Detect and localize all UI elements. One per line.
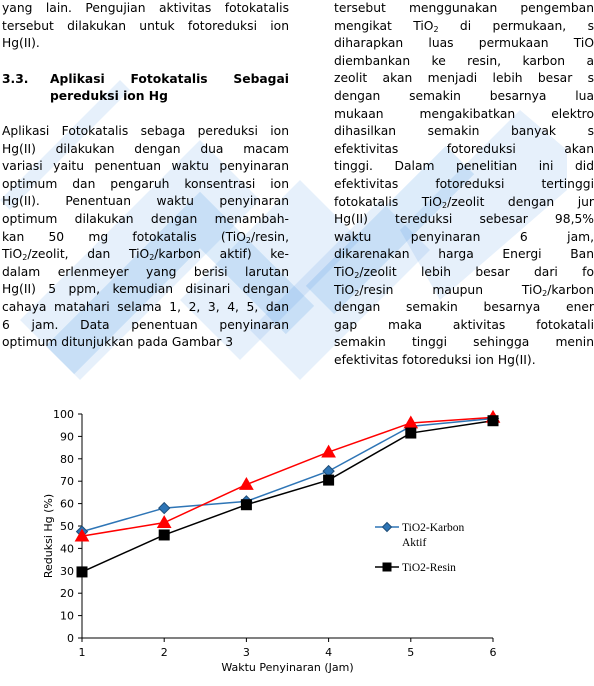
text-line: optimum dilakukan dengan menambah- xyxy=(2,211,289,226)
legend-label-resin: TiO2-Resin xyxy=(402,562,456,574)
data-point-square xyxy=(488,415,499,426)
y-axis-label: Reduksi Hg (%) xyxy=(42,493,55,579)
section-number: 3.3. xyxy=(2,71,29,86)
text-line: Hg(II) dilakukan dengan dua macam xyxy=(2,141,289,156)
section-heading xyxy=(2,71,289,106)
text-line: dihasilkan semakin banyak s xyxy=(334,124,594,139)
data-point-square xyxy=(405,428,416,439)
y-tick-label: 10 xyxy=(60,609,74,623)
text-line: waktu penyinaran 6 jam, xyxy=(334,229,594,244)
data-point-square xyxy=(241,499,252,510)
data-point-square xyxy=(383,563,392,572)
text-line: 6 jam. Data penentuan penyinaran xyxy=(2,317,289,332)
text-line: mukaan mengakibatkan elektro xyxy=(334,106,594,121)
x-tick-label: 3 xyxy=(242,646,250,659)
text-line: efektivitas fotoreduksi tertinggi xyxy=(334,176,594,191)
legend-label-karbon-1: TiO2-Karbon xyxy=(402,522,465,534)
text-line: dikarenakan harga Energi Ban xyxy=(334,247,594,262)
text-line: diharapkan luas permukaan TiO xyxy=(334,36,594,51)
series-line xyxy=(82,418,493,531)
y-tick-label: 30 xyxy=(60,564,74,578)
left-text-column xyxy=(2,0,289,352)
y-tick-label: 70 xyxy=(60,475,74,489)
reduction-chart xyxy=(0,390,567,686)
x-tick-label: 2 xyxy=(160,646,168,659)
y-tick-label: 90 xyxy=(60,430,74,444)
data-point-square xyxy=(77,566,88,577)
y-tick-label: 40 xyxy=(60,542,74,556)
text-line: TiO$_2$/zeolit, dan TiO$_2$/karbon aktif) ke- xyxy=(2,247,289,263)
paragraph-intro: yang lain. Pengujian aktivitas fotokatalis tersebut dilakukan untuk fotoreduksi ion Hg(II). xyxy=(2,1,289,51)
data-point-diamond xyxy=(159,503,170,514)
text-line: tersebut menggunakan pengemban xyxy=(334,1,594,15)
x-tick-label: 4 xyxy=(325,646,333,659)
text-line: kan 50 mg fotokatalis (TiO$_2$/resin, xyxy=(2,229,289,245)
text-line: efektivitas fotoreduksi akan xyxy=(334,141,594,156)
text-line: zeolit akan menjadi lebih besar s xyxy=(334,71,594,86)
text-line: semakin tinggi sehingga menin xyxy=(334,335,594,350)
data-point-triangle xyxy=(158,516,171,527)
data-point-triangle xyxy=(240,478,253,489)
data-point-square xyxy=(159,529,170,540)
series-line xyxy=(82,417,493,536)
y-tick-label: 20 xyxy=(60,587,74,601)
text-line: Hg(II) 5 ppm, kemudian disinari dengan xyxy=(2,282,289,297)
text-line: cahaya matahari selama 1, 2, 3, 4, 5, dan xyxy=(2,299,289,314)
x-tick-label: 6 xyxy=(489,646,497,659)
text-line: optimum dan pengaruh konsentrasi ion xyxy=(2,176,289,191)
text-line: Hg(II) tereduksi sebesar 98,5% xyxy=(334,212,594,227)
y-tick-label: 60 xyxy=(60,497,74,511)
y-tick-label: 50 xyxy=(60,520,74,533)
text-line: gap maka aktivitas fotokatali xyxy=(334,317,594,332)
chart-legend xyxy=(375,522,464,574)
data-point-triangle xyxy=(322,446,335,457)
right-text-column xyxy=(334,0,594,369)
text-line: Aplikasi Fotokatalis sebaga pereduksi ion xyxy=(2,123,289,138)
y-tick-label: 100 xyxy=(53,408,74,421)
text-line: tinggi. Dalam penelitian ini did xyxy=(334,159,594,174)
data-point-diamond xyxy=(383,523,392,532)
text-line: TiO$_2$/zeolit lebih besar dari fo xyxy=(334,264,594,280)
legend-label-karbon-2: Aktif xyxy=(402,537,427,549)
text-line: mengikat TiO$_2$ di permukaan, s xyxy=(334,18,594,34)
series-line xyxy=(82,421,493,572)
text-line: efektivitas fotoreduksi ion Hg(II). xyxy=(334,352,536,367)
y-tick-label: 0 xyxy=(67,632,74,645)
x-axis-label: Waktu Penyinaran (Jam) xyxy=(221,661,354,674)
text-line: dengan semakin besarnya lua xyxy=(334,88,594,103)
x-tick-label: 5 xyxy=(407,646,415,659)
chart-series xyxy=(76,411,500,578)
text-line: optimum ditunjukkan pada Gambar 3 xyxy=(2,335,234,350)
text-line: fotokatalis TiO$_2$/zeolit dengan jur xyxy=(334,194,594,210)
text-line: dengan semakin besarnya ener xyxy=(334,300,594,315)
data-point-square xyxy=(323,475,334,486)
text-line: dalam erlenmeyer yang berisi larutan xyxy=(2,264,289,279)
text-line: diembankan ke resin, karbon a xyxy=(334,53,594,68)
x-tick-label: 1 xyxy=(78,646,86,659)
text-line: variasi yaitu penentuan waktu penyinaran xyxy=(2,159,289,174)
y-tick-label: 80 xyxy=(60,452,74,466)
text-line: TiO$_2$/resin maupun TiO$_2$/karbon xyxy=(334,282,594,298)
paragraph-method xyxy=(2,123,289,352)
text-line: Hg(II). Penentuan waktu penyinaran xyxy=(2,194,289,209)
section-title: Aplikasi Fotokatalis Sebagai pereduksi ion Hg xyxy=(50,71,289,104)
